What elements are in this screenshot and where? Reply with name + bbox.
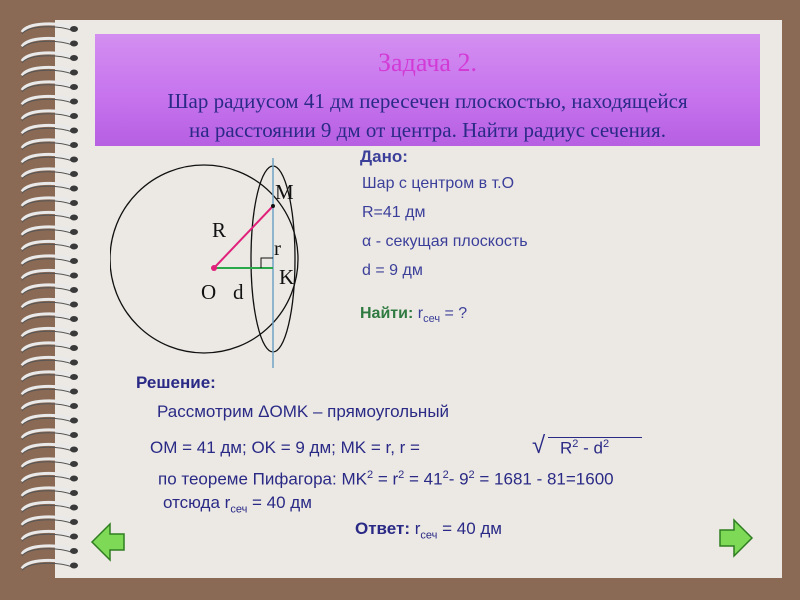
- given-radius: R=41 дм: [362, 204, 426, 221]
- binding-hole: [70, 128, 78, 134]
- spiral-coil: [22, 299, 74, 307]
- spiral-coil: [22, 256, 74, 264]
- binding-hole: [70, 186, 78, 192]
- binding-hole: [70, 99, 78, 105]
- spiral-binding: [8, 18, 88, 578]
- spiral-coil: [22, 82, 74, 90]
- spiral-coil: [22, 212, 74, 220]
- binding-hole: [70, 432, 78, 438]
- binding-hole: [70, 316, 78, 322]
- find-var: r: [417, 305, 424, 322]
- binding-hole: [70, 244, 78, 250]
- prev-slide-arrow-icon[interactable]: [90, 522, 126, 562]
- spiral-coil: [22, 444, 74, 452]
- given-plane: α - секущая плоскость: [362, 233, 528, 250]
- binding-hole: [70, 519, 78, 525]
- binding-hole: [70, 229, 78, 235]
- center-point: [211, 265, 217, 271]
- label-d: d: [233, 280, 244, 304]
- solution-line-3: по теореме Пифагора: $MK^2 = r^2 = 41^2-$ $9^2 = 1681 - 81=1600$: [158, 469, 614, 489]
- binding-hole: [70, 490, 78, 496]
- spiral-coil: [22, 372, 74, 380]
- binding-hole: [70, 563, 78, 569]
- spiral-coil: [22, 314, 74, 322]
- solution-line-2: OM = 41 дм; OK = 9 дм; MK = r, r =: [150, 438, 420, 457]
- binding-hole: [70, 113, 78, 119]
- answer-label: Ответ:: [355, 519, 410, 538]
- binding-hole: [70, 157, 78, 163]
- task-line-1: Шар радиусом 41 дм пересечен плоскостью, находящейся: [167, 89, 688, 113]
- spiral-coil: [22, 357, 74, 365]
- title-banner: [95, 34, 760, 146]
- label-r: r: [274, 236, 281, 260]
- binding-hole: [70, 258, 78, 264]
- solution-line-1: Рассмотрим ΔOMK – прямоугольный: [157, 402, 450, 421]
- spiral-coil: [22, 328, 74, 336]
- spiral-coil: [22, 24, 74, 32]
- binding-hole: [70, 142, 78, 148]
- solution-title: Решение:: [136, 373, 216, 392]
- binding-hole: [70, 55, 78, 61]
- find-line: [360, 305, 467, 325]
- spiral-coil: [22, 38, 74, 46]
- label-K: K: [279, 265, 295, 289]
- spiral-coil: [22, 430, 74, 438]
- binding-hole: [70, 70, 78, 76]
- label-R: R: [212, 218, 227, 242]
- spiral-coil: [22, 140, 74, 148]
- spiral-coil: [22, 285, 74, 293]
- binding-hole: [70, 345, 78, 351]
- find-sub: сеч: [423, 313, 441, 326]
- given-distance: d = 9 дм: [362, 262, 423, 279]
- spiral-coil: [22, 154, 74, 162]
- binding-hole: [70, 505, 78, 511]
- spiral-coil: [22, 386, 74, 394]
- spiral-coil: [22, 111, 74, 119]
- task-line-2: на расстоянии 9 дм от центра. Найти радиус сечения.: [189, 118, 666, 142]
- task-heading: Задача 2.: [378, 48, 477, 77]
- binding-hole: [70, 331, 78, 337]
- spiral-coil: [22, 546, 74, 554]
- sqrt-expression: $R^2 - d^2$: [560, 438, 610, 458]
- find-rest: = ?: [440, 305, 468, 322]
- binding-hole: [70, 26, 78, 32]
- binding-hole: [70, 389, 78, 395]
- spiral-coil: [22, 53, 74, 61]
- spiral-coil: [22, 502, 74, 510]
- spiral-coil: [22, 459, 74, 467]
- binding-hole: [70, 360, 78, 366]
- binding-hole: [70, 403, 78, 409]
- spiral-coil: [22, 125, 74, 133]
- binding-hole: [70, 418, 78, 424]
- sphere-outline: [110, 165, 298, 353]
- right-angle-mark: [261, 258, 273, 268]
- spiral-coil: [22, 473, 74, 481]
- binding-hole: [70, 84, 78, 90]
- answer-line: Ответ: $r_{сеч} = 40$ дм: [355, 519, 502, 542]
- given-sphere-center: Шар с центром в т.O: [362, 175, 515, 192]
- next-slide-arrow-icon[interactable]: [718, 518, 754, 558]
- binding-hole: [70, 287, 78, 293]
- label-O: O: [201, 280, 217, 304]
- spiral-coil: [22, 227, 74, 235]
- label-M: M: [275, 180, 294, 204]
- spiral-coil: [22, 531, 74, 539]
- binding-hole: [70, 302, 78, 308]
- binding-hole: [70, 374, 78, 380]
- find-label: Найти:: [360, 305, 414, 322]
- spiral-coil: [22, 169, 74, 177]
- spiral-coil: [22, 183, 74, 191]
- binding-hole: [70, 215, 78, 221]
- task-statement: [95, 87, 760, 145]
- spiral-coil: [22, 415, 74, 423]
- spiral-coil: [22, 198, 74, 206]
- binding-hole: [70, 171, 78, 177]
- solution-line-4: отсюда $r_{сеч} = 40$ дм: [163, 493, 312, 516]
- binding-hole: [70, 200, 78, 206]
- spiral-coil: [22, 488, 74, 496]
- spiral-coil: [22, 96, 74, 104]
- binding-hole: [70, 447, 78, 453]
- given-title: Дано:: [360, 147, 408, 166]
- binding-hole: [70, 461, 78, 467]
- spiral-coil: [22, 270, 74, 278]
- binding-hole: [70, 534, 78, 540]
- spiral-coil: [22, 241, 74, 249]
- spiral-coil: [22, 560, 74, 568]
- binding-hole: [70, 41, 78, 47]
- spiral-coil: [22, 517, 74, 525]
- spiral-coil: [22, 67, 74, 75]
- spiral-coil: [22, 343, 74, 351]
- binding-hole: [70, 476, 78, 482]
- binding-hole: [70, 273, 78, 279]
- spiral-coil: [22, 401, 74, 409]
- sphere-diagram: [110, 155, 350, 370]
- binding-hole: [70, 548, 78, 554]
- sqrt-sign: √: [532, 432, 546, 459]
